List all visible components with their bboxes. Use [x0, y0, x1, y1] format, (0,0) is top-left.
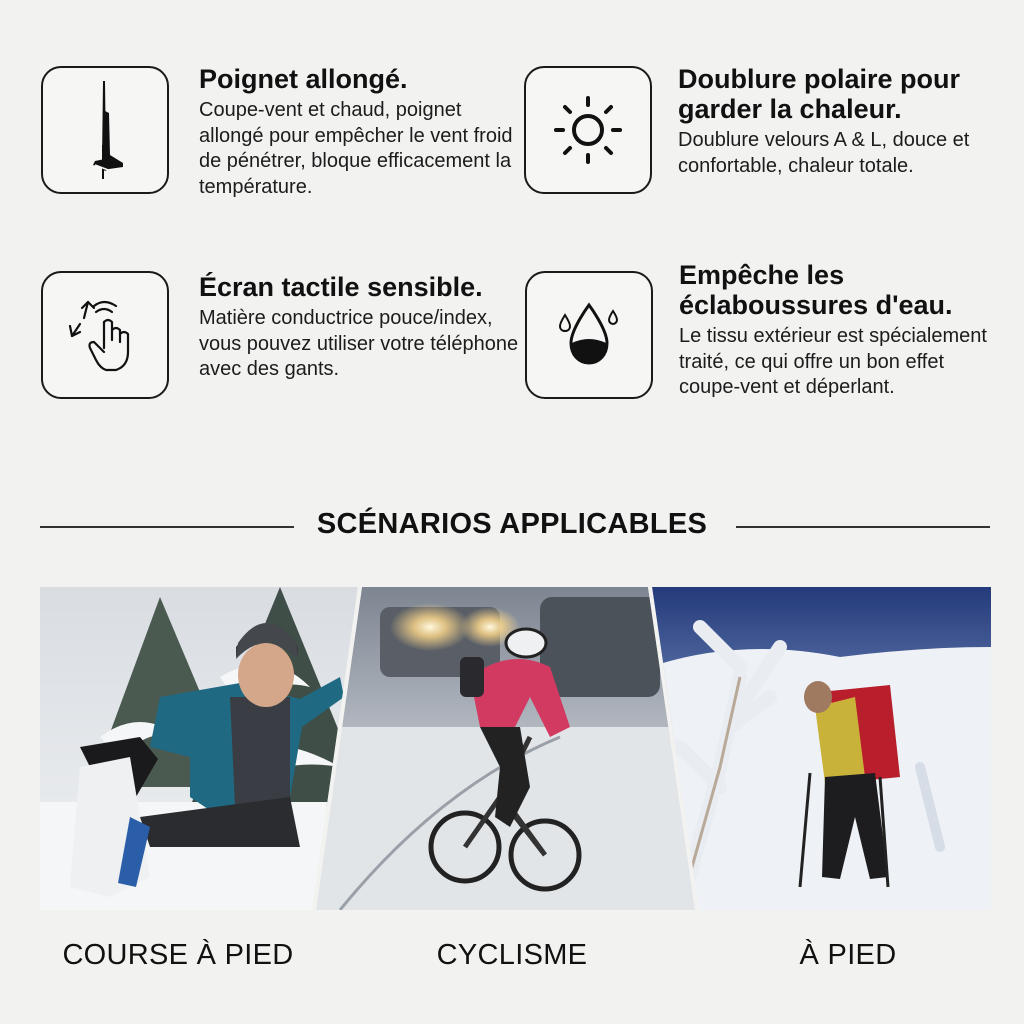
photo-cyclist	[310, 587, 710, 910]
feature-description: Doublure velours A & L, douce et confortable, chaleur totale.	[678, 129, 970, 177]
section-title: SCÉNARIOS APPLICABLES	[316, 508, 708, 540]
feature-title: Écran tactile sensible.	[199, 272, 483, 302]
touch-hand-icon	[60, 290, 150, 380]
touch-hand-icon-box	[41, 271, 169, 399]
water-drop-icon-box	[525, 271, 653, 399]
feature-title: Poignet allongé.	[199, 64, 408, 94]
feature-description: Matière conductrice pouce/index, vous pouvez utiliser votre téléphone avec des gants.	[199, 307, 519, 380]
feature-title: Doublure polaire pour garder la chaleur.	[678, 64, 961, 124]
scenario-label-running: COURSE À PIED	[62, 939, 294, 971]
wrist-cuff-icon	[65, 75, 145, 185]
feature-description: Coupe-vent et chaud, poignet allongé pour empêcher le vent froid de pénétrer, bloque efficacement la température.	[199, 99, 513, 198]
wrist-cuff-icon-box	[41, 66, 169, 194]
feature-description: Le tissu extérieur est spécialement traité, ce qui offre un bon effet coupe-vent et déperlant.	[679, 325, 987, 398]
feature-title: Empêche les éclaboussures d'eau.	[679, 260, 953, 320]
photo-hiker	[650, 587, 991, 910]
scenario-photo-strip	[40, 587, 991, 910]
scenario-label-cycling: CYCLISME	[436, 939, 588, 971]
sun-icon-box	[524, 66, 652, 194]
water-drop-icon	[549, 295, 629, 375]
sun-icon	[548, 90, 628, 170]
scenario-label-walking: À PIED	[799, 939, 897, 971]
divider-right	[736, 526, 990, 528]
